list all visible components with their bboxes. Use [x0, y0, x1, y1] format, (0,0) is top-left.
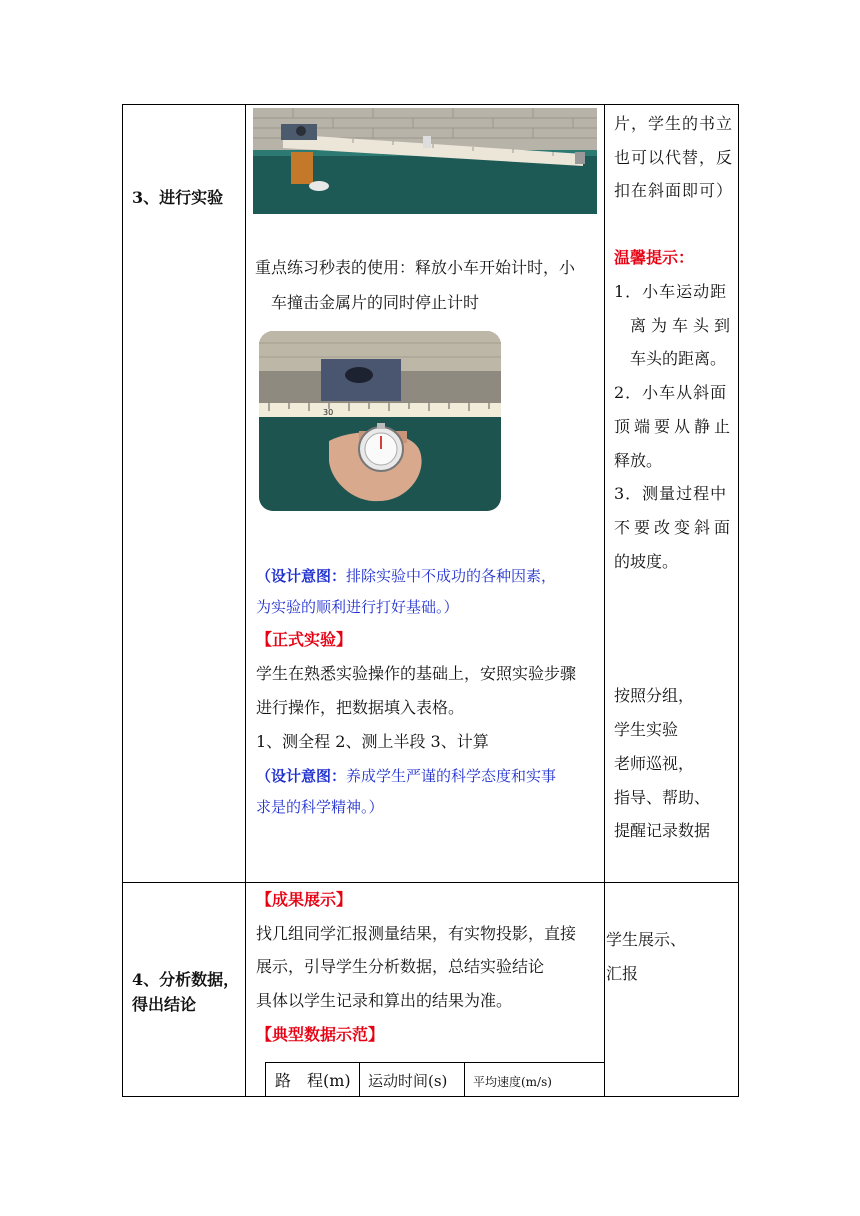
- stage-4-label-line-2: 得出结论: [132, 995, 197, 1014]
- table-right-border: [738, 104, 739, 1097]
- practice-text-line-2: 车撞击金属片的同时停止计时: [271, 293, 480, 312]
- right4-line-1: 学生展示、: [606, 930, 687, 949]
- tip-2-line-1: 2．小车从斜面: [614, 383, 728, 402]
- design-intent-2-label: （设计意图：: [256, 767, 347, 785]
- right-continued-line-1: 片，学生的书立: [614, 114, 734, 133]
- tip-2-line-2: 顶端要从静止: [614, 417, 735, 436]
- table-bottom-border: [122, 1096, 739, 1097]
- data-table-header-distance: 路 程(m): [275, 1071, 351, 1090]
- formal-experiment-line-1: 学生在熟悉实验操作的基础上，安照实验步骤: [256, 664, 577, 683]
- group-line-2: 学生实验: [614, 720, 679, 739]
- ruler-mark-label: 30: [323, 408, 334, 417]
- incline-experiment-photo: [253, 108, 597, 214]
- stage-4-label-line-1: 4、分析数据，: [132, 970, 240, 989]
- group-line-5: 提醒记录数据: [614, 821, 711, 840]
- group-line-1: 按照分组，: [614, 686, 695, 705]
- data-table-col-divider-1: [359, 1062, 360, 1097]
- formal-experiment-line-2: 进行操作，把数据填入表格。: [256, 698, 465, 717]
- experiment-steps: 1、测全程 2、测上半段 3、计算: [256, 732, 489, 751]
- typical-data-heading: 【典型数据示范】: [256, 1025, 385, 1044]
- formal-experiment-heading: 【正式实验】: [256, 630, 353, 649]
- group-line-4: 指导、帮助、: [614, 788, 711, 807]
- data-table-left-border: [265, 1062, 266, 1097]
- table-top-border: [122, 104, 739, 105]
- results-heading: 【成果展示】: [256, 890, 353, 909]
- tip-3-line-3: 的坡度。: [614, 552, 679, 571]
- right4-line-2: 汇报: [606, 964, 639, 983]
- table-left-border: [122, 104, 123, 1097]
- data-table-header-time: 运动时间(s): [368, 1072, 448, 1090]
- tip-1-line-3: 车头的距离。: [630, 349, 727, 368]
- stage-3-label: 3、进行实验: [132, 188, 224, 207]
- results-line-1: 找几组同学汇报测量结果，有实物投影，直接: [256, 924, 577, 943]
- right-continued-line-3: 扣在斜面即可）: [614, 181, 734, 200]
- tip-1-line-2: 离为车头到: [630, 316, 736, 335]
- tip-2-line-3: 释放。: [614, 451, 663, 470]
- table-col-divider-1: [245, 104, 246, 1097]
- tip-3-line-2: 不要改变斜面: [614, 518, 735, 537]
- results-line-3: 具体以学生记录和算出的结果为准。: [256, 991, 513, 1010]
- design-intent-1-text: 排除实验中不成功的各种因素，: [346, 567, 557, 585]
- tip-1-line-1: 1．小车运动距: [614, 282, 728, 301]
- results-line-2: 展示，引导学生分析数据，总结实验结论: [256, 957, 545, 976]
- table-col-divider-2: [604, 104, 605, 1097]
- design-intent-2-line-1: [256, 766, 556, 786]
- stopwatch-photo: [259, 331, 501, 511]
- tip-3-line-1: 3．测量过程中: [614, 484, 728, 503]
- group-line-3: 老师巡视，: [614, 754, 695, 773]
- design-intent-1-line-1: [256, 566, 556, 586]
- tips-heading: 温馨提示：: [614, 248, 695, 267]
- data-table-col-divider-2: [464, 1062, 465, 1097]
- design-intent-2-text: 养成学生严谨的科学态度和实事: [346, 767, 557, 785]
- table-row-divider: [122, 882, 739, 883]
- data-table-top-border: [265, 1062, 605, 1063]
- design-intent-1-label: （设计意图：: [256, 567, 347, 585]
- data-table-header-speed: 平均速度(m/s): [473, 1075, 552, 1089]
- right-continued-line-2: 也可以代替，反: [614, 148, 734, 167]
- design-intent-1-line-2: 为实验的顺利进行打好基础。）: [256, 598, 459, 616]
- design-intent-2-line-2: 求是的科学精神。）: [256, 798, 384, 816]
- practice-text-line-1: 重点练习秒表的使用：释放小车开始计时，小: [255, 258, 576, 277]
